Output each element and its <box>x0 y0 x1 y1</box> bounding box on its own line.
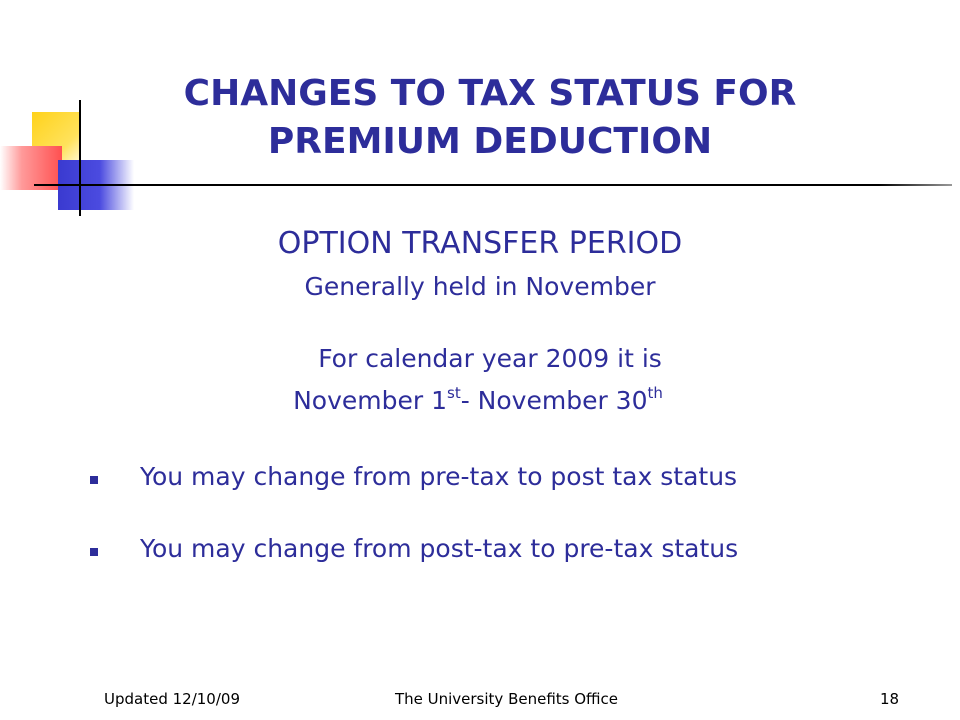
period-start: November 1 <box>293 386 448 415</box>
bullet-text: You may change from post-tax to pre-tax status <box>140 534 739 563</box>
footer-updated-date: Updated 12/10/09 <box>104 690 240 708</box>
option-transfer-heading: OPTION TRANSFER PERIOD <box>277 226 683 261</box>
bullet-text: You may change from pre-tax to post tax status <box>140 462 738 491</box>
calendar-year-text: For calendar year 2009 it is <box>318 344 662 373</box>
title-underline <box>34 184 952 186</box>
slide-number: 18 <box>880 690 900 708</box>
decorative-vertical-line <box>79 100 81 216</box>
footer-organization: The University Benefits Office <box>394 690 619 708</box>
title-line-2: PREMIUM DEDUCTION <box>267 121 713 162</box>
square-bullet-icon <box>90 476 98 484</box>
transfer-period-dates <box>0 386 958 415</box>
title-line-1: CHANGES TO TAX STATUS FOR <box>183 73 797 114</box>
slide-title <box>120 70 860 166</box>
period-start-suffix: st <box>447 384 461 402</box>
period-end-suffix: th <box>647 384 663 402</box>
period-end: - November 30 <box>460 386 648 415</box>
square-bullet-icon <box>90 548 98 556</box>
generally-held-text: Generally held in November <box>304 272 656 301</box>
